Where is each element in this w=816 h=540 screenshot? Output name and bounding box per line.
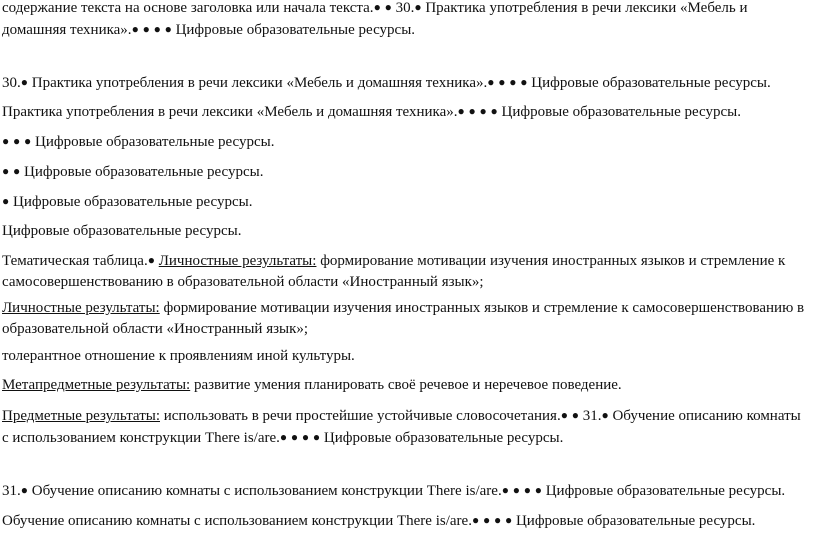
bullet-icon: ● <box>2 164 10 178</box>
bullet-icon: ● <box>523 483 531 497</box>
bullet-icon: ● <box>490 104 498 118</box>
bullet-icon: ● <box>498 75 506 89</box>
bullet-icon: ● <box>414 0 422 14</box>
paragraph-4: ● ● ● Цифровые образовательные ресурсы. <box>2 134 275 150</box>
bullet-icon: ● <box>2 134 10 148</box>
bullet-icon: ● <box>482 513 491 527</box>
bullet-icon: ● <box>20 483 28 497</box>
paragraph-9: Личностные результаты: формирование мотивации изучения иностранных языков и стремление к самосовершенствованию в образовательной области «Иностранный язык»; <box>2 300 805 337</box>
bullet-icon: ● <box>13 164 21 178</box>
bullet-icon: ● <box>164 22 172 36</box>
bullet-icon: ● <box>131 22 139 36</box>
bullet-icon: ● <box>301 430 310 444</box>
bullet-icon: ● <box>153 22 161 36</box>
paragraph-6: ● Цифровые образовательные ресурсы. <box>2 194 253 210</box>
paragraph-13: 31.● Обучение описанию комнаты с использованием конструкции There is/are.● ● ● ● Цифровые образовательные ресурсы. <box>2 483 786 499</box>
bullet-icon: ● <box>457 104 465 118</box>
paragraph-12: Предметные результаты: использовать в речи простейшие устойчивые словосочетания.● ● 31.● Обучение описанию комнаты с использованием конструкции There is/are.● ● ● ● Цифровые образовательные ресурсы. <box>2 408 801 446</box>
section-label: Личностные результаты: <box>2 300 160 316</box>
paragraph-11: Метапредметные результаты: развитие умения планировать своё речевое и неречевое поведение. <box>2 377 622 393</box>
bullet-icon: ● <box>534 483 542 497</box>
paragraph-3: Практика употребления в речи лексики «Мебель и домашняя техника».● ● ● ● Цифровые образовательные ресурсы. <box>2 104 741 120</box>
bullet-icon: ● <box>468 104 476 118</box>
paragraph-5: ● ● Цифровые образовательные ресурсы. <box>2 164 264 180</box>
bullet-icon: ● <box>373 0 381 14</box>
paragraph-1: содержание текста на основе заголовка или начала текста.● ● 30.● Практика употребления в речи лексики «Мебель и домашняя техника».● ● ● ● Цифровые образовательные ресурсы. <box>2 0 748 38</box>
bullet-icon: ● <box>493 513 502 527</box>
paragraph-8: Тематическая таблица.● Личностные результаты: формирование мотивации изучения иностранных языков и стремление к самосовершенствованию в образовательной области «Иностранный язык»; <box>2 253 786 290</box>
bullet-icon: ● <box>571 408 579 422</box>
bullet-icon: ● <box>147 253 155 267</box>
bullet-icon: ● <box>384 0 392 14</box>
bullet-icon: ● <box>487 75 495 89</box>
bullet-icon: ● <box>20 75 28 89</box>
bullet-icon: ● <box>504 513 513 527</box>
bullet-icon: ● <box>520 75 528 89</box>
bullet-icon: ● <box>512 483 520 497</box>
paragraph-14: Обучение описанию комнаты с использованием конструкции There is/are.● ● ● ● Цифровые образовательные ресурсы. <box>2 513 756 529</box>
paragraph-7: Цифровые образовательные ресурсы. <box>2 223 242 239</box>
bullet-icon: ● <box>2 194 10 208</box>
bullet-icon: ● <box>601 408 609 422</box>
bullet-icon: ● <box>471 513 480 527</box>
section-label: Личностные результаты: <box>158 253 317 269</box>
paragraph-2: 30.● Практика употребления в речи лексики «Мебель и домашняя техника».● ● ● ● Цифровые образовательные ресурсы. <box>2 75 771 91</box>
paragraph-10: толерантное отношение к проявлениям иной культуры. <box>2 348 355 364</box>
bullet-icon: ● <box>560 408 568 422</box>
bullet-icon: ● <box>479 104 487 118</box>
bullet-icon: ● <box>24 134 32 148</box>
bullet-icon: ● <box>312 430 321 444</box>
bullet-icon: ● <box>13 134 21 148</box>
bullet-icon: ● <box>501 483 509 497</box>
bullet-icon: ● <box>509 75 517 89</box>
bullet-icon: ● <box>279 430 288 444</box>
section-label: Метапредметные результаты: <box>2 377 191 393</box>
bullet-icon: ● <box>290 430 299 444</box>
bullet-icon: ● <box>142 22 150 36</box>
section-label: Предметные результаты: <box>2 408 160 424</box>
